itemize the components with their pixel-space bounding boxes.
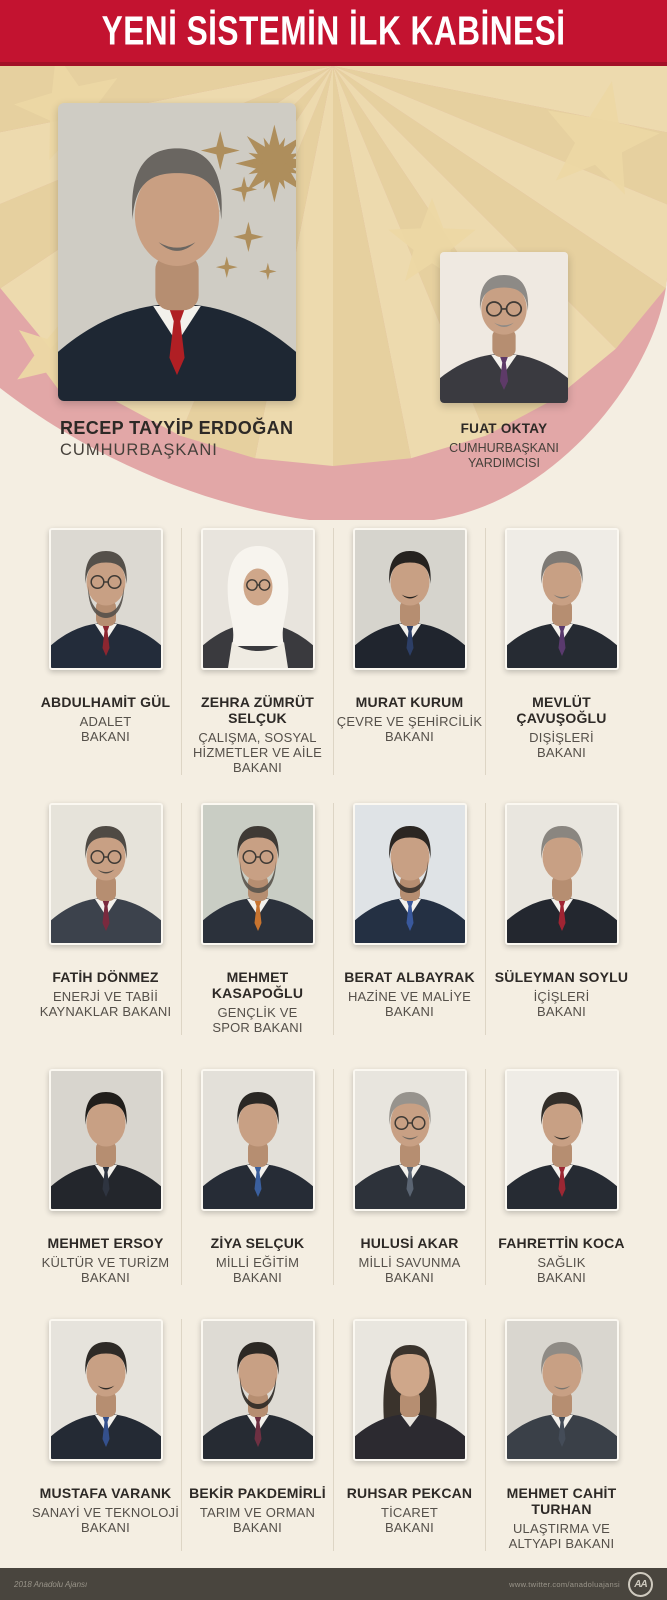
- minister-portrait-placeholder: [203, 1321, 313, 1459]
- minister-name: MEHMET CAHİT TURHAN: [506, 1485, 617, 1517]
- minister-portrait-placeholder: [51, 805, 161, 943]
- minister-portrait-placeholder: [507, 1321, 617, 1459]
- minister-card: [30, 1069, 181, 1285]
- footer-credit: 2018 Anadolu Ajansı: [14, 1579, 88, 1589]
- minister-role: [182, 1505, 333, 1535]
- minister-portrait-placeholder: [355, 530, 465, 668]
- minister-role-line: BAKANI: [537, 1270, 586, 1285]
- minister-card: [181, 528, 333, 775]
- minister-card: [485, 803, 637, 1035]
- aa-agency-logo-icon: AA: [628, 1572, 653, 1597]
- minister-portrait-placeholder: [355, 1321, 465, 1459]
- minister-card: [181, 803, 333, 1035]
- footer-url: www.twitter.com/anadoluajansi: [509, 1579, 620, 1589]
- minister-photo: [201, 803, 315, 945]
- minister-role: [182, 1255, 333, 1285]
- minister-role: [30, 1505, 181, 1535]
- vice-president-role-line: CUMHURBAŞKANI: [449, 441, 559, 455]
- minister-photo: [353, 528, 467, 670]
- footer-bar: [0, 1568, 667, 1600]
- minister-role-line: BAKANI: [385, 729, 434, 744]
- minister-name: BEKİR PAKDEMİRLİ: [189, 1485, 326, 1501]
- minister-photo: [49, 1319, 163, 1461]
- minister-photo: [505, 803, 619, 945]
- hero-section: [0, 66, 667, 520]
- minister-role: [182, 730, 333, 775]
- president-portrait-placeholder: [58, 103, 296, 401]
- minister-name: FATİH DÖNMEZ: [52, 969, 159, 985]
- minister-role-line: BAKANI: [537, 745, 586, 760]
- minister-role-line: MİLLİ EĞİTİM: [215, 1255, 300, 1270]
- minister-name: FAHRETTİN KOCA: [498, 1235, 625, 1251]
- president-photo: [58, 103, 296, 401]
- minister-photo: [505, 1319, 619, 1461]
- minister-role-line: KAYNAKLAR BAKANI: [39, 1004, 172, 1019]
- minister-role: [486, 1255, 637, 1285]
- minister-role-line: ENERJİ VE TABİİ: [52, 989, 159, 1004]
- minister-card: [333, 1319, 485, 1551]
- minister-role-line: TİCARET: [380, 1505, 438, 1520]
- minister-card: [485, 1069, 637, 1285]
- minister-photo: [505, 528, 619, 670]
- title-banner: [0, 0, 667, 66]
- minister-photo: [201, 1319, 315, 1461]
- minister-photo: [49, 1069, 163, 1211]
- minister-photo: [49, 528, 163, 670]
- minister-portrait-placeholder: [507, 530, 617, 668]
- minister-portrait-placeholder: [355, 1071, 465, 1209]
- minister-photo: [201, 528, 315, 670]
- minister-role-line: BAKANI: [537, 1004, 586, 1019]
- minister-role-line: MİLLİ SAVUNMA: [358, 1255, 461, 1270]
- minister-role-line: HİZMETLER VE AİLE: [192, 745, 323, 760]
- minister-role: [486, 989, 637, 1019]
- minister-role-line: BAKANI: [233, 1520, 282, 1535]
- minister-card: [485, 528, 637, 775]
- minister-portrait-placeholder: [203, 1071, 313, 1209]
- minister-portrait-placeholder: [203, 530, 313, 668]
- minister-portrait-placeholder: [507, 1071, 617, 1209]
- page-title: YENİ SİSTEMİN İLK KABİNESİ: [101, 7, 566, 54]
- minister-role: [486, 1521, 637, 1551]
- minister-role-line: BAKANI: [233, 760, 282, 775]
- minister-card: [30, 528, 181, 775]
- vice-president-name: FUAT OKTAY: [460, 421, 548, 436]
- vice-president-photo: [440, 252, 568, 403]
- minister-portrait-placeholder: [51, 1071, 161, 1209]
- vice-president-role-line: YARDIMCISI: [468, 456, 540, 471]
- minister-photo: [353, 1069, 467, 1211]
- minister-role-line: SANAYİ VE TEKNOLOJİ: [31, 1505, 180, 1520]
- minister-card: [30, 803, 181, 1035]
- minister-role-line: BAKANI: [81, 1520, 130, 1535]
- minister-name: RUHSAR PEKCAN: [346, 1485, 473, 1501]
- minister-role-line: BAKANI: [385, 1004, 434, 1019]
- minister-photo: [49, 803, 163, 945]
- minister-portrait-placeholder: [51, 530, 161, 668]
- minister-portrait-placeholder: [51, 1321, 161, 1459]
- minister-card: [181, 1319, 333, 1551]
- minister-photo: [505, 1069, 619, 1211]
- ministers-row: [0, 528, 667, 775]
- footer-right: [509, 1572, 653, 1597]
- minister-role-line: BAKANI: [385, 1270, 434, 1285]
- minister-role: [30, 989, 181, 1019]
- president-name: RECEP TAYYİP ERDOĞAN: [60, 418, 294, 438]
- minister-role: [30, 1255, 181, 1285]
- minister-name: BERAT ALBAYRAK: [344, 969, 475, 985]
- president-role: CUMHURBAŞKANI: [60, 441, 218, 459]
- minister-role-line: BAKANI: [385, 1520, 434, 1535]
- ministers-row: [0, 803, 667, 1035]
- minister-role-line: ADALET: [79, 714, 132, 729]
- minister-card: [333, 803, 485, 1035]
- minister-name: HULUSİ AKAR: [360, 1235, 459, 1251]
- minister-role-line: KÜLTÜR VE TURİZM: [41, 1255, 170, 1270]
- minister-name: ZİYA SELÇUK: [210, 1235, 305, 1251]
- minister-role-line: BAKANI: [233, 1270, 282, 1285]
- minister-role: [334, 1505, 485, 1535]
- minister-role: [486, 730, 637, 760]
- minister-photo: [353, 803, 467, 945]
- minister-name: ZEHRA ZÜMRÜT SELÇUK: [200, 694, 315, 726]
- minister-name: MEHMET KASAPOĞLU: [211, 969, 304, 1001]
- minister-role-line: TARIM VE ORMAN: [199, 1505, 316, 1520]
- minister-card: [485, 1319, 637, 1551]
- vice-president-role: [414, 441, 594, 472]
- minister-role-line: BAKANI: [81, 729, 130, 744]
- minister-photo: [353, 1319, 467, 1461]
- minister-name: MUSTAFA VARANK: [39, 1485, 172, 1501]
- minister-card: [30, 1319, 181, 1551]
- minister-role-line: DIŞİŞLERİ: [529, 730, 594, 745]
- minister-role-line: ÇEVRE VE ŞEHİRCİLİK: [336, 714, 483, 729]
- minister-role: [182, 1005, 333, 1035]
- minister-card: [333, 1069, 485, 1285]
- minister-role-line: ÇALIŞMA, SOSYAL: [198, 730, 317, 745]
- ministers-grid: [0, 520, 667, 1551]
- minister-role-line: İÇİŞLERİ: [533, 989, 590, 1004]
- minister-role-line: ALTYAPI BAKANI: [508, 1536, 615, 1551]
- minister-name: MEVLÜT ÇAVUŞOĞLU: [516, 694, 607, 726]
- minister-role-line: GENÇLİK VE: [217, 1005, 298, 1020]
- minister-role: [334, 1255, 485, 1285]
- minister-card: [181, 1069, 333, 1285]
- minister-photo: [201, 1069, 315, 1211]
- minister-role-line: ULAŞTIRMA VE: [512, 1521, 611, 1536]
- minister-role-line: BAKANI: [81, 1270, 130, 1285]
- minister-role: [334, 714, 485, 744]
- minister-portrait-placeholder: [355, 805, 465, 943]
- minister-name: MURAT KURUM: [355, 694, 464, 710]
- minister-portrait-placeholder: [203, 805, 313, 943]
- minister-name: ABDULHAMİT GÜL: [40, 694, 171, 710]
- minister-role: [334, 989, 485, 1019]
- minister-role-line: HAZİNE VE MALİYE: [347, 989, 472, 1004]
- minister-name: MEHMET ERSOY: [47, 1235, 164, 1251]
- minister-role-line: SPOR BAKANI: [212, 1020, 303, 1035]
- minister-name: SÜLEYMAN SOYLU: [494, 969, 629, 985]
- minister-portrait-placeholder: [507, 805, 617, 943]
- minister-card: [333, 528, 485, 775]
- vice-president-portrait-placeholder: [440, 252, 568, 403]
- ministers-row: [0, 1069, 667, 1285]
- minister-role: [30, 714, 181, 744]
- minister-role-line: SAĞLIK: [537, 1255, 586, 1270]
- ministers-row: [0, 1319, 667, 1551]
